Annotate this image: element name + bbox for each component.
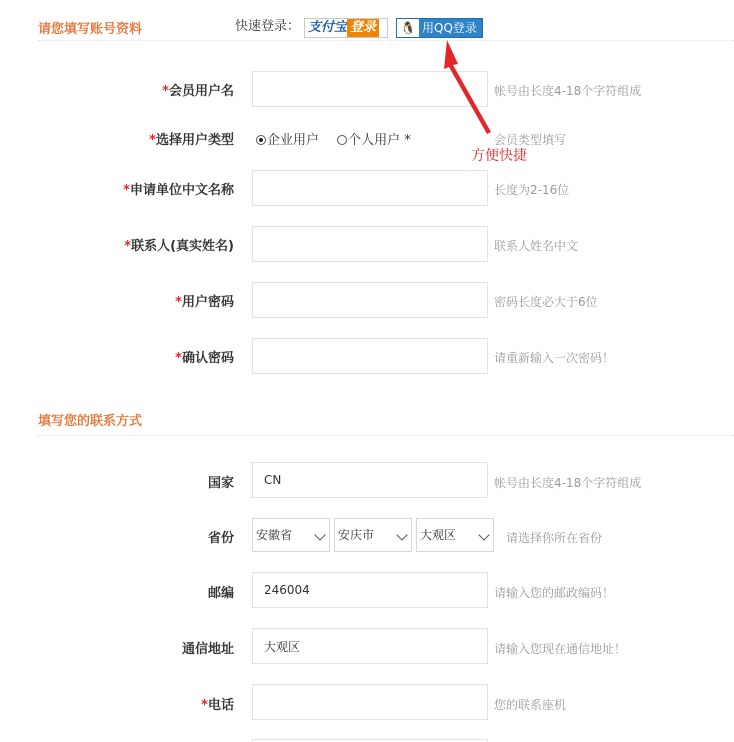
address-label: 通信地址 [181, 642, 234, 657]
country-input[interactable] [252, 462, 488, 498]
company-name-label: *申请单位中文名称 [123, 183, 234, 198]
contact-person-hint: 联系人姓名中文 [494, 239, 579, 253]
province-label: 省份 [207, 531, 234, 546]
password-hint: 密码长度必大于6位 [494, 295, 598, 309]
section-divider [38, 435, 734, 436]
alipay-login-button[interactable] [304, 18, 388, 38]
qq-penguin-icon: 🐧 [397, 19, 419, 37]
user-type-label: *选择用户类型 [149, 133, 234, 148]
contact-person-input[interactable] [252, 226, 488, 262]
province-hint: 请选择你所在省份 [506, 531, 603, 545]
alipay-text: 支付宝 [308, 20, 348, 35]
phone-label: *电话 [201, 698, 234, 713]
company-name-hint: 长度为2-16位 [494, 183, 570, 197]
quick-login-label: 快速登录： [235, 19, 301, 34]
city-select[interactable] [334, 518, 412, 552]
user-type-hint: 会员类型填写 [494, 133, 567, 147]
qq-login-button[interactable] [396, 18, 483, 38]
radio-enterprise-user[interactable]: 企业用户 [256, 129, 319, 148]
confirm-password-label: *确认密码 [175, 351, 234, 366]
postcode-input[interactable] [252, 572, 488, 608]
password-input[interactable] [252, 282, 488, 318]
address-hint: 请输入您现在通信地址！ [494, 642, 627, 656]
district-select[interactable] [416, 518, 494, 552]
postcode-hint: 请输入您的邮政编码！ [494, 586, 615, 600]
country-hint: 帐号由长度4-18个字符组成 [494, 476, 642, 490]
chevron-down-icon [478, 529, 489, 540]
user-type-radio-group [256, 129, 425, 148]
phone-hint: 您的联系座机 [494, 698, 567, 712]
username-label: *会员用户名 [162, 84, 234, 99]
province-select[interactable] [252, 518, 330, 552]
section-title-contact: 填写您的联系方式 [38, 414, 143, 429]
country-label: 国家 [207, 476, 234, 491]
contact-person-label: *联系人(真实姓名) [124, 239, 234, 254]
postcode-label: 邮编 [207, 586, 234, 601]
phone-input[interactable] [252, 684, 488, 720]
confirm-password-hint: 请重新输入一次密码！ [494, 351, 615, 365]
radio-unchecked-icon [337, 135, 347, 145]
section-title-account: 请您填写账号资料 [38, 22, 143, 37]
province-select-value: 安徽省 [256, 528, 293, 542]
chevron-down-icon [314, 529, 325, 540]
confirm-password-input[interactable] [252, 338, 488, 374]
username-hint: 帐号由长度4-18个字符组成 [494, 84, 642, 98]
section-divider [38, 40, 734, 41]
address-input[interactable] [252, 628, 488, 664]
company-name-input[interactable] [252, 170, 488, 206]
radio-checked-icon [256, 135, 266, 145]
password-label: *用户密码 [175, 295, 234, 310]
alipay-login-text: 登录 [347, 19, 379, 37]
district-select-value: 大观区 [420, 528, 457, 542]
radio-personal-user[interactable]: 个人用户 * [337, 129, 411, 148]
city-select-value: 安庆市 [338, 528, 375, 542]
chevron-down-icon [396, 529, 407, 540]
username-input[interactable] [252, 71, 488, 107]
annotation-note: 方便快捷 [471, 148, 527, 164]
qq-login-label: 用QQ登录 [419, 19, 482, 37]
